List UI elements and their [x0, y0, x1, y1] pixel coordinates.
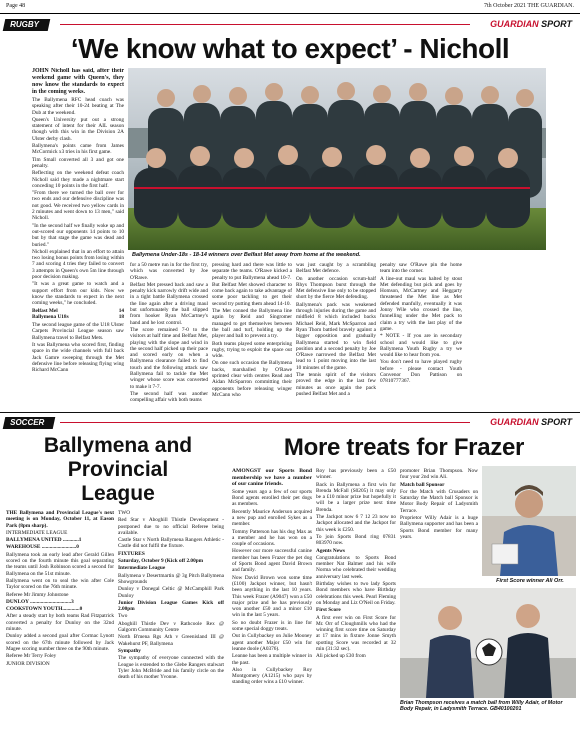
rugby-column-5	[380, 262, 462, 408]
paragraph: Birthday wishes to two lady Sports Bond members who have Birthday celebrations this week. Pearl Fleming on Monday and Liz O'Neil on Friday.	[316, 581, 396, 606]
frazer-column-1	[232, 468, 312, 732]
match-ball-caption: Brian Thompson receives a match ball from Willy Adair, of Motor Body Repair, in Ladysmith Terrace. GB40100201	[400, 700, 563, 712]
ali-orr-caption: First Score winner Ali Orr.	[496, 578, 564, 584]
paragraph: Red Star v Aboghill Thistle Development - postponed due to no official Referee being available.	[118, 517, 224, 536]
league-column-2	[118, 510, 224, 732]
lead-paragraph: AMONGST our Sports Bond membership we have a number of our canine friends.	[232, 468, 312, 488]
paragraph: Out in Cullybackey on Julie Mooney agent another Major £50 win for leanne doole (A0376).	[232, 633, 312, 652]
paragraph: But Belfast Met showed character to come back again to take advantage of some poor tackling to get their second try putting them ahead 14-10.	[212, 281, 292, 307]
paragraph: The second half was another compelling affair with both teams	[130, 390, 208, 404]
paragraph: A line-out maul was halted by stout Met defending but pick and goes by Homson, McCartney and Heggarty threatened the Met line as Met defended manfully, eventually it was Jonny Wile who crossed the line, funnelling under the Met pack to claim a try with the last play of the game.	[380, 275, 462, 332]
paragraph: On another occasion scrum-half Rhys Thompson burst through the Met defensive line only to be stopped short by the fierce Met defending.	[296, 275, 376, 301]
paragraph: "It was a great game to watch and a support effort from our kids. Now we know the standards to expect in the next coming weeks," he concluded.	[32, 281, 124, 307]
paragraph: Ballymena's pack was weakened through injuries during the game and midfield 8 which included backs Michael Reid, Mark McSparron and Ryan Thom battled bravely against a bigger opposition and gradually Ballymena started to win field position and a second penalty by Joe O'Rawe narrowed the Belfast Met lead to 1 point moving into the last 10 minutes of the game.	[296, 301, 376, 371]
section-divider	[0, 412, 580, 413]
brand-logo: GUARDIAN SPORT	[490, 19, 572, 29]
section-heading: Sympathy	[118, 647, 141, 654]
section-heading: Intermediate League	[118, 565, 166, 572]
paragraph: The sympathy of everyone connected with the League is extended to the Glebe Rangers stalwart Tyler John McBride and his family circle on the death of his mother Yvonne.	[118, 655, 224, 681]
paragraph: Congratulations to Sports Bond member Nat Balmer and his wife Norma who celebrated their wedding anniversary last week.	[316, 554, 396, 580]
paragraph: Proprietor Willy Adair is a huge Ballymena supporter and has been a Sports Bond member for many years.	[400, 515, 478, 540]
paragraph: The second league game of the U18 Ulster Carpets Provincial League season saw Ballymena travel to Belfast Mets.	[32, 322, 124, 341]
page-folio	[0, 0, 580, 14]
paragraph: for a 50 metre run in for the first try, which was converted by Joe O'Rawe.	[130, 262, 208, 281]
result-line: WAREHOUSE ..........................0	[6, 544, 79, 551]
paragraph: Dunloy v Donegal Celtic @ McCamphill Park Dunloy	[118, 586, 224, 599]
section-heading: Agents News	[316, 547, 345, 554]
paragraph: The tennis spirit of the visitors proved the edge in the last few minutes as once again the pack pushed Belfast Met and a	[296, 372, 376, 397]
paragraph: promoter Brian Thompson. Now four your 2nd win Ali.	[400, 468, 478, 481]
paragraph: Ballymena took an early lead after Gerald Gillen scored on the fourth minute this goal separating the teams until Josh Robinson scored a second for Ballymena on the 51st minute.	[6, 551, 114, 577]
section-heading: Junior Division League Games Kick off 2.00pm	[118, 599, 224, 613]
date-paper: 7th October 2021 THE GUARDIAN.	[483, 3, 574, 9]
section-heading: Match ball Sponsor	[400, 481, 445, 488]
match-ball-photo-image	[400, 588, 576, 698]
section-heading: TWO	[118, 510, 131, 516]
rugby-lead: JOHN Nicholl has said, after their weekend game with Queen's, they now know the standards to expect in the coming weeks.	[32, 68, 124, 95]
paragraph: However our more successful canine member has been Frazer the pet dog of Sports Bond agent David Brown and family.	[232, 548, 312, 574]
paragraph: Dunloy added a second goal after Cormac Lynott scored on the 67th minute followed by Jack Magee scoring number three on the 90th minute.	[6, 633, 114, 652]
paragraph: Aboghill Thistle Dev v Rathcoole Rex @ Galgorm Community Centre	[118, 620, 224, 634]
paragraph: Nicholl explained that in an effort to attain two losing bonus points from losing within 7 and scoring 4 tries they failed to convert 3 attempts in Queen's own 5m line through poor decision making.	[32, 248, 124, 281]
frazer-column-2	[316, 468, 396, 732]
paragraph: Tim Small converted all 3 and got one penalty.	[32, 156, 124, 169]
paragraph: Referee Mr Jimmy Johnstone	[6, 591, 69, 598]
page-number: Page 48	[6, 3, 26, 9]
league-column-1	[6, 510, 114, 732]
paragraph: Now David Brown won some time (£100) Jackpot winner, but hasn't been anything in the last 10 years. This week Frazer (A9047) won a £50 major prize and he has previously won another £50 and a minor £10 win in the last 5 years.	[232, 574, 312, 619]
paragraph: Ballymena went on to seal the win after Cole Taylor scored on the 76th minute.	[6, 577, 114, 591]
paragraph: It was Ballymena who scored first, finding space in the wide channels with full back Jack Gamre sweeping through the Met defensive line before releasing flying wing Richard McCann	[32, 341, 124, 374]
paragraph: Both teams played some enterprising rugby, trying to exploit the space out wide.	[212, 340, 292, 360]
frazer-headline: More treats for Frazer	[283, 434, 525, 461]
paragraph: The Ballymena RFC head coach was speaking after their 10-24 beating at The Dub at the weekend.	[32, 97, 124, 116]
paragraph: To join Sports Bond ring 07831 803970 now.	[316, 533, 396, 547]
paragraph: After a steady start by both teams Rad Fitzpatrick converted a penalty for Dunloy on the 32nd minute.	[6, 613, 114, 633]
brand-logo: GUARDIAN SPORT	[490, 417, 572, 427]
paragraph: For the Match with Crusaders on Saturday the Match ball Sponsor is Motor Body Repair of Ladysmith Terrace.	[400, 488, 478, 514]
ali-orr-photo	[482, 466, 576, 576]
match-ball-photo	[400, 588, 576, 698]
paragraph: THE Ballymena and Provincial League's next meeting is on Monday, October 11, at Eason Park (8pm sharp).	[6, 510, 114, 529]
paragraph: Ali picked up £30 from	[316, 653, 366, 660]
team-photo-image	[128, 68, 546, 250]
score-row: Ballymena U18s 18	[32, 313, 124, 320]
result-line: COOKSTOWN YOUTH.............0	[6, 606, 83, 613]
result-line: BALLYMENA UNITED ............1	[6, 537, 82, 544]
paragraph: "In the second half we finally woke up and out-scored our opponents 14 points to 10 but by that stage the game was dead and buried."	[32, 222, 124, 248]
paragraph: You don't need to have played rugby before - please contact Youth Convenor Don Pattison on 07810777367.	[380, 359, 462, 385]
rugby-section-bar	[0, 18, 580, 32]
ali-orr-photo-image	[482, 466, 576, 576]
paragraph: So no doubt Frazer is in line for some special doggy treats.	[232, 619, 312, 633]
section-heading: FIXTURES	[118, 550, 145, 557]
soccer-section-bar	[0, 416, 580, 430]
paragraph: On one such occasion the Ballymena backs, marshalled by O'Rawe sprinted clear with centres Read and Aidan McSparron committing their opponents before releasing winger McCann who	[212, 360, 292, 398]
section-heading: JUNIOR DIVISION	[6, 660, 50, 667]
paragraph: The Jackpot now 6 7 12 23 now no Jackpot allocated and the Jackpot for this week is £250.	[316, 514, 396, 533]
paragraph: Ballymena v Desertmartin @ 3g Pitch Ballymena Showgrounds	[118, 572, 224, 585]
frazer-column-3	[400, 468, 478, 578]
paragraph: Queen's University put out a strong statement of intent for their AIL season though with this win in the Division 2A Ulster derby clash.	[32, 116, 124, 142]
section-rule	[60, 24, 470, 25]
rugby-headline: ‘We know what to expect’ - Nicholl	[70, 33, 510, 64]
paragraph: Some years ago a few of our sports Bond agents enrolled their pet dogs as members.	[232, 488, 312, 508]
paragraph: A first ever win on First Score for Mr. Orr of Cloughmills who had the winning first score time on Saturday at 17 mins in fixture Jonne Smyth spotting Score was recorded at 32 min (31:32 sec).	[316, 614, 396, 653]
paragraph: The score remained 7-0 to the visitors at half time and Belfast Met, playing with the slope and wind in the second half picked up their pace and scored early on when a Ballymena clearance failed to find touch and the following attack saw Ballymena fail to tackle the Met winger whose score was converted to make it 7-7.	[130, 326, 208, 390]
paragraph: * NOTE - If you are in secondary school and would like to give Ballymena Youth Rugby a try we would like to hear from you.	[380, 333, 462, 359]
section-heading: INTERMEDIATE LEAGUE	[6, 529, 68, 536]
paragraph: Referee Mr Terry Foley	[6, 653, 57, 660]
paragraph: Saturday, October 9 (Kick off 2.00pm	[118, 558, 204, 565]
paragraph: The Met conned the Ballymena line again by Reid and Singromer managed to get themselves between the ball and turf, holding up the player and ball to prevent a try.	[212, 308, 292, 340]
rugby-column-3	[212, 262, 292, 408]
paragraph: penalty saw O'Rawe pin the home team into the corner.	[380, 262, 462, 275]
paragraph: Also in Cullybackey Roy Montgomery (A1215) who pays by standing order wins a £10 winner.	[232, 666, 312, 686]
paragraph: Roy has previously been a £50 winner.	[316, 468, 396, 481]
paragraph: Recently Maurice Anderson acquired a new pup and enrolled Sykes as a member.	[232, 508, 312, 528]
rugby-section-tag: RUGBY	[3, 19, 50, 31]
soccer-section-tag: SOCCER	[3, 417, 56, 429]
rugby-column-1	[32, 68, 124, 408]
result-line: DUNLOY ...............................3	[6, 598, 74, 605]
team-photo	[128, 68, 546, 250]
section-rule	[60, 422, 470, 423]
paragraph: Tommy Patterson has his dog Max as a member and he has won on a couple of occasions.	[232, 528, 312, 548]
league-headline: Ballymena and Provincial League	[43, 434, 193, 505]
rugby-column-2	[130, 262, 208, 408]
paragraph: Ballymena's points came from James McCormick x3 tries in his first game.	[32, 143, 124, 156]
paragraph: Reflecting on the weekend defeat coach Nicholl said they made a nightmare start conceding 10 points in the first half.	[32, 170, 124, 189]
section-heading: Two	[118, 613, 128, 620]
paragraph: was just caught by a scrambling Belfast Met defence.	[296, 262, 376, 275]
paragraph: Leanne has been a multiple winner in the past.	[232, 653, 312, 666]
paragraph: Back in Ballymena a first win for Brenda McFall (S0205) it may only be a £10 minor prize but hopefully it will be a larger prize next time Brenda.	[316, 481, 396, 513]
score-row: Belfast Mel 14	[32, 307, 124, 314]
paragraph: Belfast Met pressed back and saw a penalty kick narrowly drift wide and in a tight battle Ballymena crossed the line again after a driving maul but unfortunately the ball slipped from hooker Ryan McCartney's hand and he lost control.	[130, 281, 208, 326]
paragraph: "From there we turned the ball over for two ends and our defensive discipline was not good. We received two yellow cards in 2 minutes and went down to 13 men," said Nicholl.	[32, 190, 124, 222]
paragraph: pressing hard and there was little to separate the teams. O'Rawe kicked a penalty to put Ballymena ahead 10-7.	[212, 262, 292, 281]
paragraph: North B'mena Rgs Ath v Greenisland III @ Wakehurst PF, Ballymena	[118, 634, 224, 647]
section-heading: First Score	[316, 607, 341, 614]
rugby-column-4	[296, 262, 376, 408]
paragraph: Castle Star v North Ballymena Rangers Athletic - Castle did not fulfil the fixture.	[118, 537, 224, 550]
team-photo-caption: Ballymena Under-18s - 18-14 winners over Belfast Met away from home at the weekend.	[132, 252, 361, 258]
